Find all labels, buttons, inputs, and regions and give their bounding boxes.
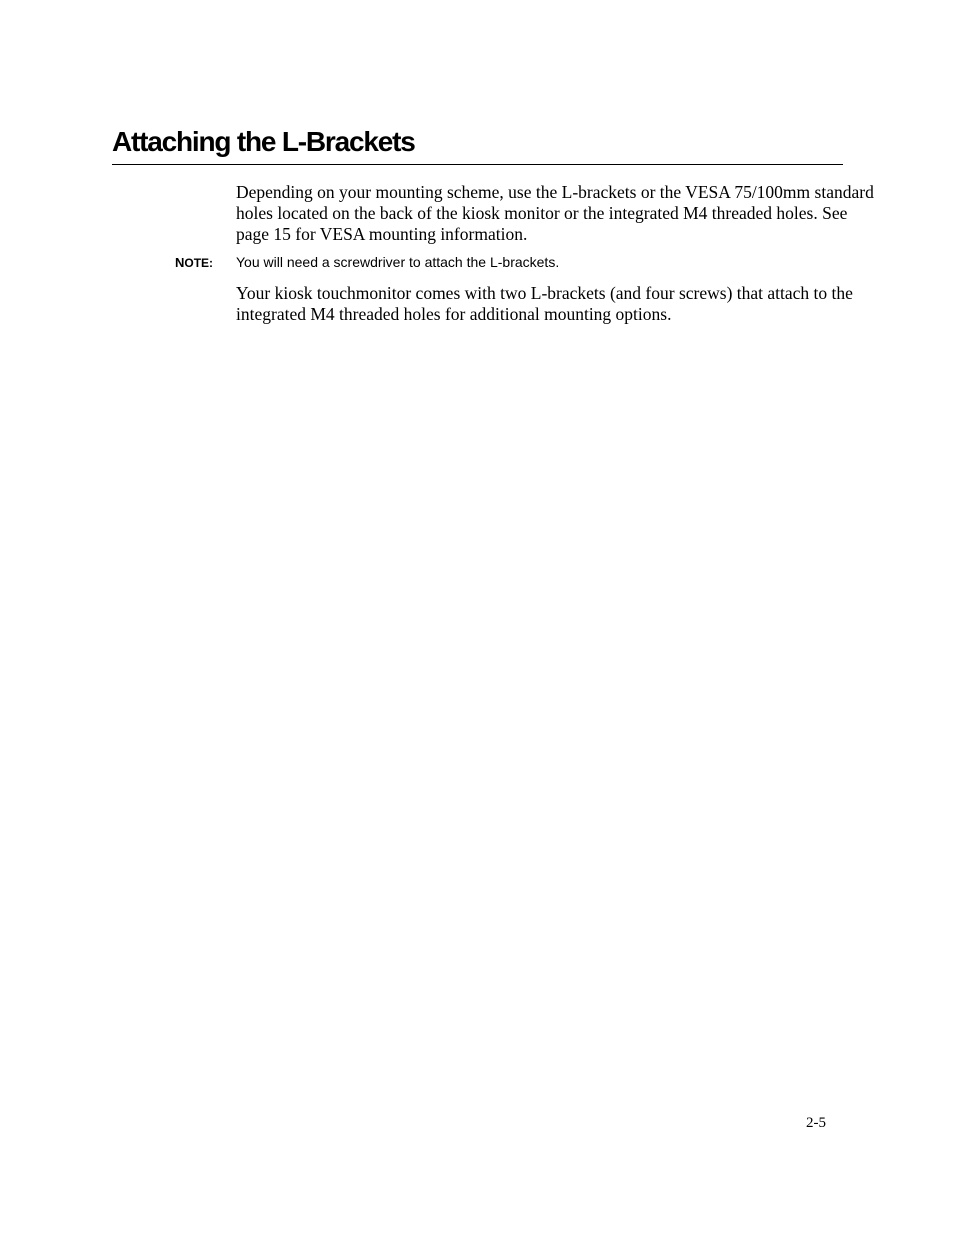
note-label-initial: N — [175, 255, 185, 270]
brackets-paragraph: Your kiosk touchmonitor comes with two L-brackets (and four screws) that attach to the integrated M4 threaded holes for additional mounting options. — [236, 283, 853, 324]
note-label — [175, 255, 236, 271]
note-block — [175, 254, 835, 271]
section-heading: Attaching the L-Brackets — [112, 124, 843, 165]
page-number: 2-5 — [806, 1115, 826, 1131]
note-label-rest: OTE: — [184, 256, 214, 270]
intro-paragraph: Depending on your mounting scheme, use the L-brackets or the VESA 75/100mm standard holes located on the back of the kiosk monitor or the integrated M4 threaded holes. See page 15 for VESA mounting information. — [236, 182, 874, 244]
note-text: You will need a screwdriver to attach the L-brackets. — [236, 254, 560, 270]
